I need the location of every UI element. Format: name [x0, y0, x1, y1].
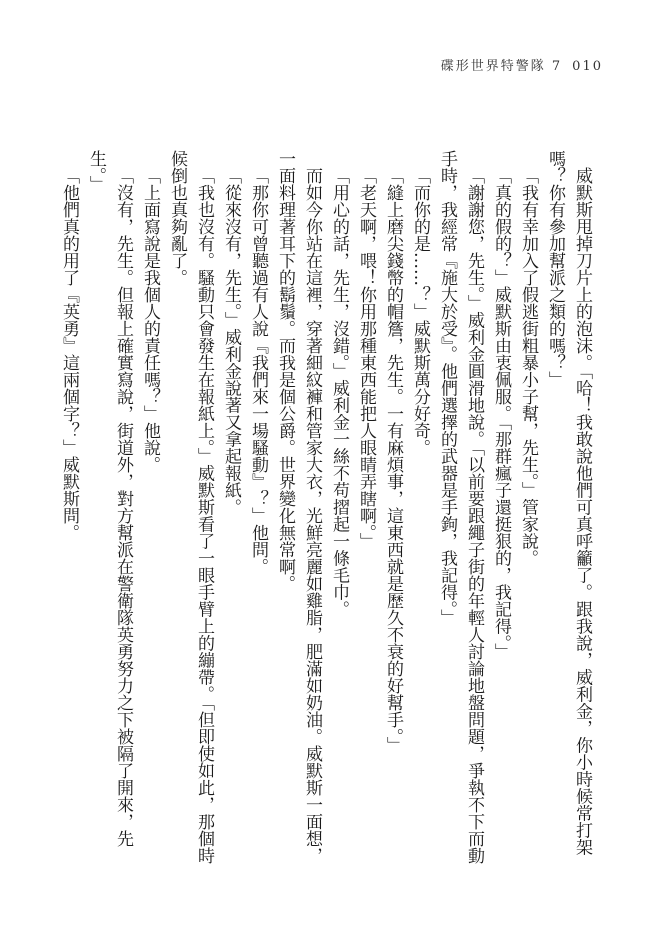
book-title: 碟形世界特警隊 7	[440, 59, 563, 74]
paragraph: 威默斯甩掉刀片上的泡沫。「哈！我敢說他們可真呼籲了。跟我說，威利金，你小時候常打架嗎？你有參加幫派之類的嗎？」	[545, 150, 592, 856]
paragraph: 「從來沒有，先生。」威利金說著又拿起報紙。	[221, 167, 241, 516]
paragraph: 「那你可曾聽過有人說『我們來一場騷動』？」他問。	[248, 167, 268, 575]
body-text	[59, 150, 595, 880]
paragraph: 「用心的話，先生，沒錯。」威利金一絲不苟摺起一條毛巾。	[329, 167, 349, 618]
paragraph: 而如今你站在這裡，穿著細紋褲和管家大衣，光鮮亮麗如雞脂，肥滿如奶油。威默斯一面想，一面料理著耳下的鬍鬚。而我是個公爵。世界變化無常啊。	[275, 150, 322, 864]
running-header	[441, 55, 603, 74]
paragraph: 「老天啊，喂！你用那種東西能把人眼睛弄瞎啊。」	[356, 167, 376, 550]
paragraph: 「我也沒有。騷動只會發生在報紙上。」威默斯看了一眼手臂上的繃帶。「但即使如此，那個時候倒也真夠亂了。	[167, 150, 214, 864]
paragraph: 「謝謝您，先生。」威利金圓滑地說。「以前要跟繩子街的年輕人討論地盤問題，爭執不下而動手時，我經常『施大於受』。他們選擇的武器是手鉤，我記得。」	[437, 150, 484, 864]
paragraph: 「他們真的用了『英勇』這兩個字？」威默斯問。	[59, 167, 79, 541]
paragraph: 「我有幸加入了假逃街粗暴小子幫，先生。」管家說。	[518, 167, 538, 567]
paragraph: 「沒有，先生。但報上確實寫說，街道外，對方幫派在警衛隊英勇努力之下被隔了開來，先生。」	[86, 150, 133, 847]
paragraph: 「上面寫說是我個人的責任嗎？」他說。	[140, 167, 160, 473]
paragraph: 「真的假的？」威默斯由衷佩服。「那群瘋子還挺狠的，我記得。」	[491, 167, 511, 660]
page-number: 010	[572, 59, 603, 74]
paragraph: 「縫上磨尖錢幣的帽簷，先生。一有麻煩事，這東西就是歷久不衰的好幫手。」	[383, 167, 403, 754]
paragraph: 「而你的是……？」威默斯萬分好奇。	[410, 167, 430, 456]
